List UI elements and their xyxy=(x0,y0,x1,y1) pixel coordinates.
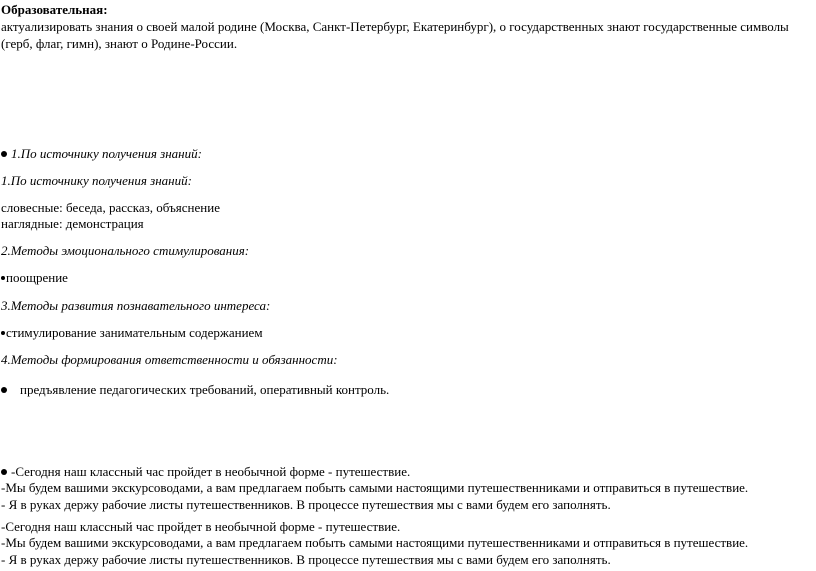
method-heading-2: 2.Методы эмоционального стимулирования: xyxy=(1,243,250,258)
intro-block-2-line-1: -Сегодня наш классный час пройдет в необычной форме - путешествие. xyxy=(1,519,401,534)
method-heading-4: 4.Методы формирования ответственности и обязанности: xyxy=(1,352,338,367)
bullet-icon xyxy=(1,151,7,157)
method-item-encouragement-row xyxy=(1,269,68,286)
method-heading-1: 1.По источнику получения знаний: xyxy=(1,173,192,188)
method-item-visual: наглядные: демонстрация xyxy=(1,216,144,231)
method-item-encouragement: поощрение xyxy=(6,270,68,285)
goal-paragraph: актуализировать знания о своей малой родине (Москва, Санкт-Петербург, Екатеринбург), о государственных знают государственные символы (герб, флаг, гимн), знают о Родине-России. xyxy=(1,19,789,51)
bullet-heading-row xyxy=(1,145,202,162)
method-item-verbal: словесные: беседа, рассказ, объяснение xyxy=(1,200,220,215)
method-heading-3: 3.Методы развития познавательного интереса: xyxy=(1,298,271,313)
bullet-icon xyxy=(1,469,7,475)
bullet-heading: 1.По источнику получения знаний: xyxy=(11,146,202,161)
intro-block-1-line-2: -Мы будем вашими экскурсоводами, а вам предлагаем побыть самыми настоящими путешественниками и отправиться в путешествие. xyxy=(1,480,749,495)
intro-block-2-line-3: - Я в руках держу рабочие листы путешественников. В процессе путешествия мы с вами будем его заполнять. xyxy=(1,552,611,567)
intro-block-1-line-1: -Сегодня наш классный час пройдет в необычной форме - путешествие. xyxy=(11,464,411,479)
bullet-icon xyxy=(1,331,5,335)
method-item-requirements: предъявление педагогических требований, оперативный контроль. xyxy=(20,382,390,397)
bullet-icon xyxy=(1,276,5,280)
method-item-stimulation-row xyxy=(1,324,263,341)
intro-block-2-line-2: -Мы будем вашими экскурсоводами, а вам предлагаем побыть самыми настоящими путешественниками и отправиться в путешествие. xyxy=(1,535,749,550)
method-item-stimulation: стимулирование занимательным содержанием xyxy=(6,325,263,340)
section-title: Образовательная: xyxy=(1,2,108,17)
method-item-requirements-row xyxy=(1,381,389,398)
bullet-icon xyxy=(1,387,7,393)
intro-block-1-line-3: - Я в руках держу рабочие листы путешественников. В процессе путешествия мы с вами будем его заполнять. xyxy=(1,497,611,512)
intro-block-1-line-1-row xyxy=(1,463,410,480)
